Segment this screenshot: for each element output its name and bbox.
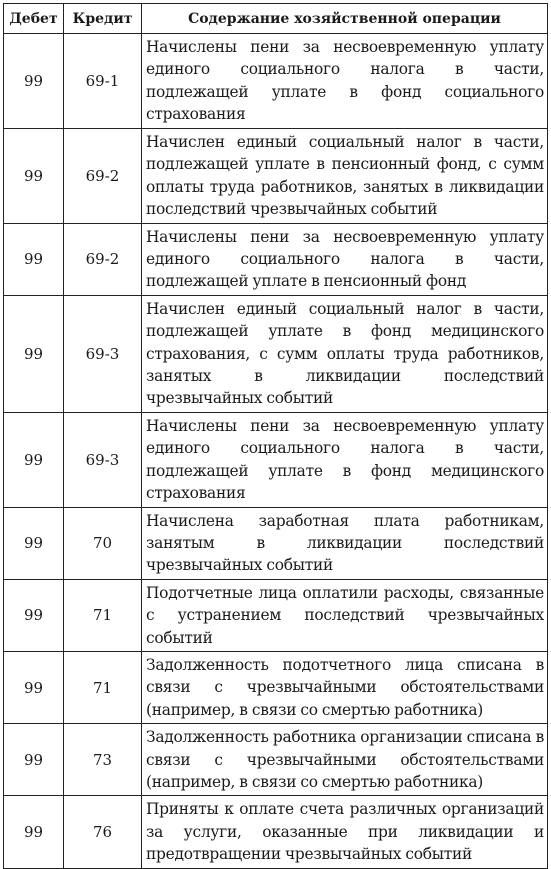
cell-debet: 99: [4, 223, 64, 295]
cell-description: Начислен единый социальный налог в части, подлежащей уплате в пенсионный фонд, с сумм оплаты труда работников, занятых в ликвидации последствий чрезвычайных событий: [142, 128, 548, 223]
cell-credit: 70: [64, 507, 142, 579]
table-row: [4, 295, 548, 412]
header-description: Содержание хозяйственной операции: [142, 4, 548, 34]
cell-debet: 99: [4, 579, 64, 651]
cell-credit: 69-3: [64, 295, 142, 412]
cell-description: Начислены пени за несвоевременную уплату единого социального налога в части, подлежащей уплате в фонд медицинского страхования: [142, 412, 548, 507]
cell-credit: 76: [64, 796, 142, 868]
cell-credit: 73: [64, 724, 142, 796]
table-row: [4, 724, 548, 796]
cell-description: Начислены пени за несвоевременную уплату единого социального налога в части, подлежащей уплате в пенсионный фонд: [142, 223, 548, 295]
table-row: [4, 412, 548, 507]
table-header-row: [4, 4, 548, 34]
cell-debet: 99: [4, 651, 64, 723]
cell-description: Начислен единый социальный налог в части, подлежащей уплате в фонд медицинского страхования, с сумм оплаты труда работников, занятых в ликвидации последствий чрезвычайных событий: [142, 295, 548, 412]
cell-debet: 99: [4, 295, 64, 412]
cell-debet: 99: [4, 507, 64, 579]
cell-credit: 71: [64, 651, 142, 723]
cell-description: Подотчетные лица оплатили расходы, связанные с устранением последствий чрезвычайных событий: [142, 579, 548, 651]
header-debet: Дебет: [4, 4, 64, 34]
cell-credit: 69-3: [64, 412, 142, 507]
cell-debet: 99: [4, 796, 64, 868]
cell-credit: 69-2: [64, 128, 142, 223]
cell-debet: 99: [4, 724, 64, 796]
table-row: [4, 796, 548, 868]
cell-debet: 99: [4, 128, 64, 223]
table-row: [4, 34, 548, 129]
header-credit: Кредит: [64, 4, 142, 34]
cell-description: Задолженность подотчетного лица списана в связи с чрезвычайными обстоятельствами (например, в связи со смертью работника): [142, 651, 548, 723]
table-row: [4, 128, 548, 223]
table-row: [4, 651, 548, 723]
cell-debet: 99: [4, 412, 64, 507]
cell-credit: 69-1: [64, 34, 142, 129]
cell-description: Начислена заработная плата работникам, занятым в ликвидации последствий чрезвычайных событий: [142, 507, 548, 579]
cell-description: Задолженность работника организации списана в связи с чрезвычайными обстоятельствами (например, в связи со смертью работника): [142, 724, 548, 796]
table-row: [4, 579, 548, 651]
cell-credit: 71: [64, 579, 142, 651]
cell-description: Приняты к оплате счета различных организаций за услуги, оказанные при ликвидации и предотвращении чрезвычайных событий: [142, 796, 548, 868]
table-row: [4, 223, 548, 295]
cell-credit: 69-2: [64, 223, 142, 295]
table-row: [4, 507, 548, 579]
cell-debet: 99: [4, 34, 64, 129]
cell-description: Начислены пени за несвоевременную уплату единого социального налога в части, подлежащей уплате в фонд социального страхования: [142, 34, 548, 129]
accounting-entries-table: [3, 3, 548, 869]
